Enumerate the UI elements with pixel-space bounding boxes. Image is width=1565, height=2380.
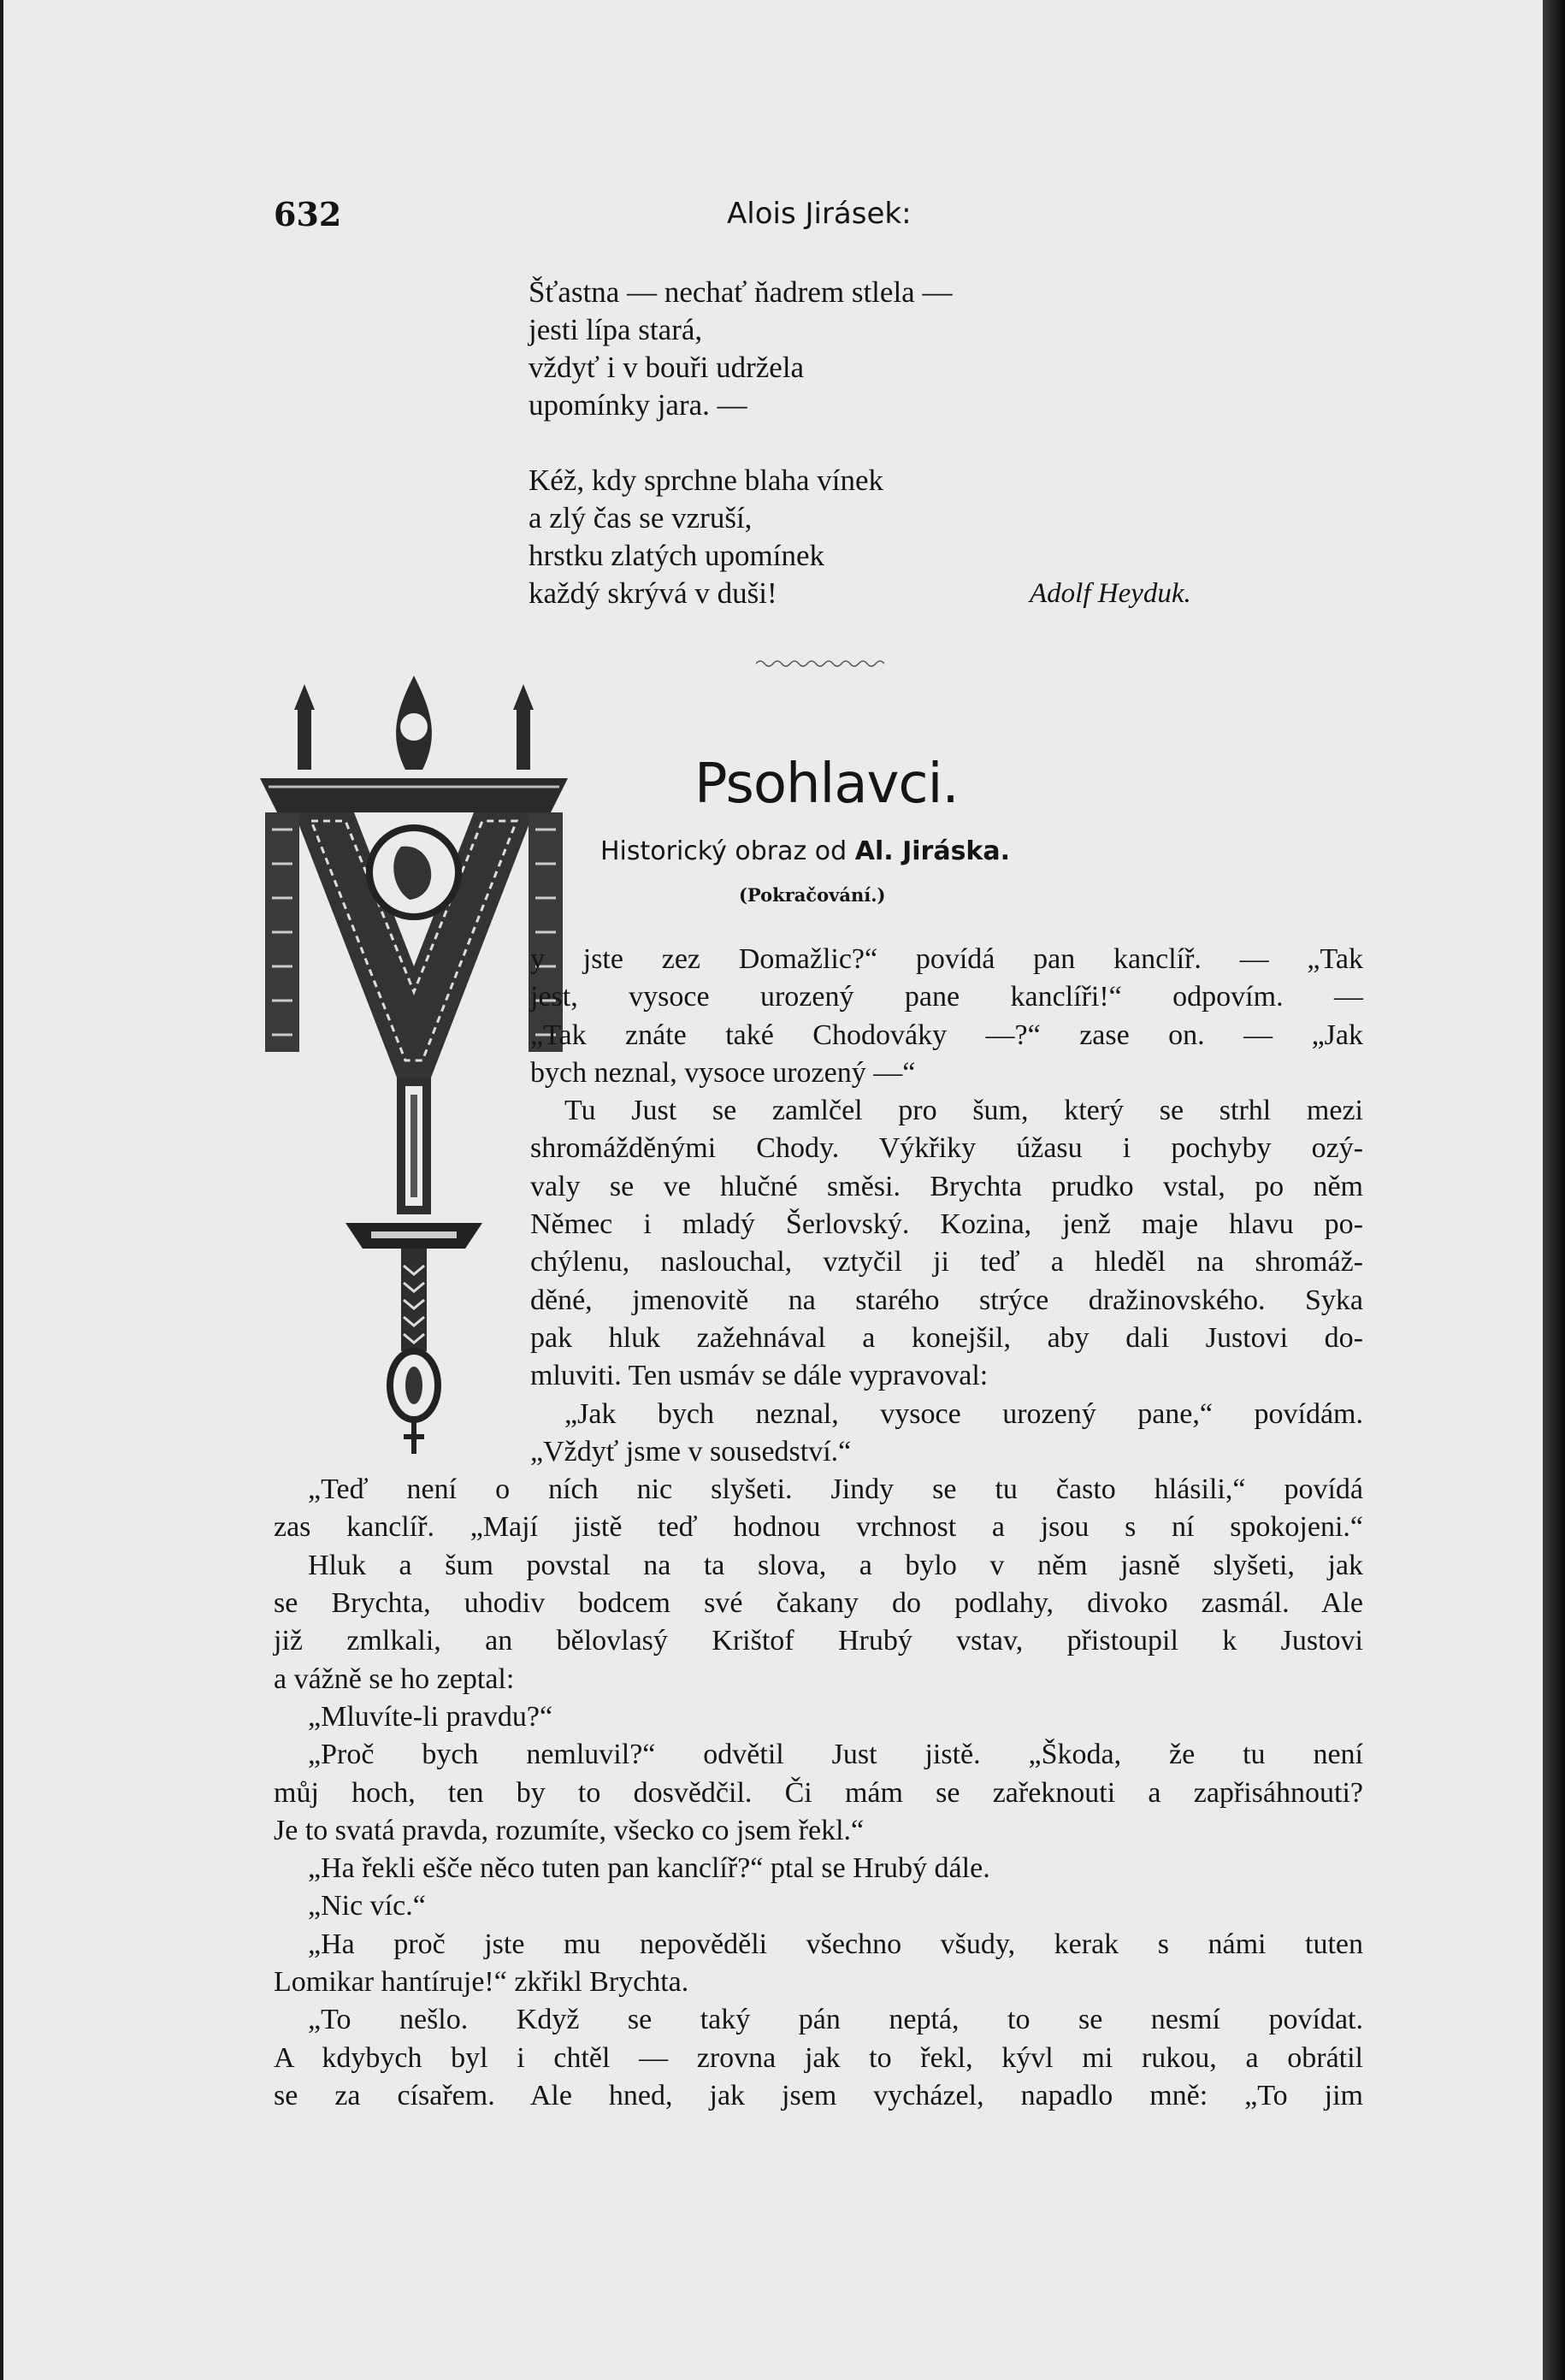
poem-author: Adolf Heyduk. <box>1030 578 1191 609</box>
text-line: se Brychta, uhodiv bodcem své čakany do podlahy, divoko zasmál. Ale <box>274 1587 1363 1620</box>
text-line: děné, jmenovitě na starého strýce dražinovského. Syka <box>530 1284 1363 1316</box>
text-line: y jste zez Domažlic?“ povídá pan kanclíř. — „Tak <box>530 943 1363 975</box>
text-line: „To nešlo. Když se taký pán neptá, to se nesmí povídat. <box>308 2004 1363 2036</box>
page-edge-shadow <box>1543 0 1565 2380</box>
poem-line: a zlý čas se vzruší, <box>529 501 753 534</box>
story-title: Psohlavci. <box>694 753 959 816</box>
subtitle-text: Historický obraz od <box>600 836 847 866</box>
text-line: Němec i mladý Šerlovský. Kozina, jenž maje hlavu po- <box>530 1208 1363 1241</box>
text-line: chýlenu, naslouchal, vztyčil ji teď a hleděl na shromáž- <box>530 1246 1363 1279</box>
text-line: „Ha řekli ešče něco tuten pan kanclíř?“ ptal se Hrubý dále. <box>308 1852 990 1885</box>
text-line: se za císařem. Ale hned, jak jsem vycházel, napadlo mně: „To jim <box>274 2079 1363 2111</box>
text-line: již zmlkali, an bělovlasý Krištof Hrubý vstav, přistoupil k Justovi <box>274 1625 1363 1657</box>
text-line: Lomikar hantíruje!“ zkřikl Brychta. <box>274 1966 689 1999</box>
poem-line: jesti lípa stará, <box>529 313 703 346</box>
poem-line: vždyť i v bouři udržela <box>529 351 805 384</box>
text-line: mluviti. Ten usmáv se dále vypravoval: <box>530 1360 989 1392</box>
text-line: „Vždyť jsme v sousedství.“ <box>530 1435 852 1468</box>
ornament-divider <box>756 658 884 669</box>
text-line: jest, vysoce urozený pane kanclíři!“ odpovím. — <box>530 981 1363 1013</box>
text-line: valy se ve hlučné směsi. Brychta prudko vstal, po něm <box>530 1170 1363 1202</box>
text-line: bych neznal, vysoce urozený —“ <box>530 1056 916 1089</box>
continuation-note: (Pokračování.) <box>739 884 886 906</box>
text-line: Hluk a šum povstal na ta slova, a bylo v něm jasně slyšeti, jak <box>308 1549 1363 1581</box>
text-line: Je to svatá pravda, rozumíte, všecko co jsem řekl.“ <box>274 1814 865 1846</box>
poem-stanza <box>529 462 952 612</box>
poem <box>529 274 952 650</box>
poem-line: upomínky jara. — <box>529 388 747 422</box>
text-line: A kdybych byl i chtěl — zrovna jak to řekl, kývl mi rukou, a obrátil <box>274 2041 1363 2074</box>
poem-stanza <box>529 274 952 424</box>
poem-line: každý skrývá v duši! <box>529 576 777 610</box>
text-line: „Teď není o ních nic slyšeti. Jindy se tu často hlásili,“ povídá <box>308 1473 1363 1506</box>
text-line: „Jak bych neznal, vysoce urozený pane,“ povídám. <box>564 1397 1363 1430</box>
story-body <box>274 941 1363 2115</box>
text-line: zas kanclíř. „Mají jistě teď hodnou vrchnost a jsou s ní spokojeni.“ <box>274 1511 1363 1544</box>
text-line: „Nic víc.“ <box>308 1890 426 1922</box>
text-line: shromážděnými Chody. Výkřiky úžasu i pochyby ozý- <box>530 1132 1363 1165</box>
text-line: Tu Just se zamlčel pro šum, který se strhl mezi <box>564 1095 1363 1127</box>
poem-line: hrstku zlatých upomínek <box>529 539 825 572</box>
text-line: můj hoch, ten by to dosvědčil. Či mám se zařeknouti a zapřisáhnouti? <box>274 1776 1363 1809</box>
poem-line: Kéž, kdy sprchne blaha vínek <box>529 464 883 497</box>
text-line: „Proč bych nemluvil?“ odvětil Just jistě. „Škoda, že tu není <box>308 1739 1363 1771</box>
story-subtitle <box>600 836 1010 866</box>
text-line: „Tak znáte také Chodováky —?“ zase on. — „Jak <box>530 1019 1363 1051</box>
running-title: Alois Jirásek: <box>727 197 912 231</box>
text-line: a vážně se ho zeptal: <box>274 1662 515 1695</box>
poem-line: Šťastna — nechať ňadrem stlela — <box>529 275 953 309</box>
page-number: 632 <box>274 195 342 233</box>
text-line: pak hluk zažehnával a konejšil, aby dali Justovi do- <box>530 1321 1363 1354</box>
subtitle-author: Al. Jiráska. <box>854 836 1011 866</box>
text-line: „Ha proč jste mu nepověděli všechno všudy, kerak s námi tuten <box>308 1928 1363 1960</box>
book-page <box>3 0 1543 2380</box>
text-line: „Mluvíte-li pravdu?“ <box>308 1700 553 1733</box>
